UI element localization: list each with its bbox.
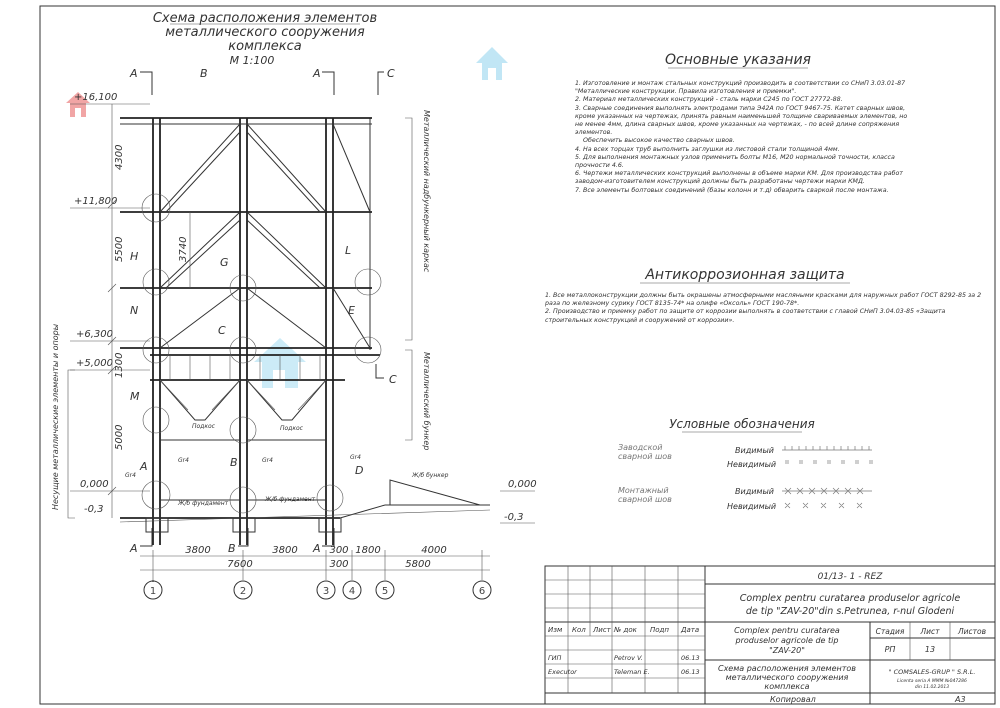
axis-number: 6 <box>478 586 486 597</box>
sheet-value: 13 <box>924 645 936 654</box>
title-block-staff <box>548 654 700 676</box>
note-label: Ж/б фундамент <box>265 496 316 503</box>
node-letter: D <box>355 464 364 477</box>
drawing-scale: М 1:100 <box>229 54 275 67</box>
main-note-item: 6. Чертежи металлических конструкций выполнены в объеме марки КМ. Для производства работ заводом-изготовителем конструкций должны быть разработаны чертежи марки КМД. <box>575 170 903 186</box>
elevation-label: 0,000 <box>80 479 109 490</box>
drawing-title <box>153 11 377 67</box>
legend-name: Заводской сварной шов <box>618 443 672 461</box>
legend-title: Условные обозначения <box>669 417 815 431</box>
drawing-title-line-3: комплекса <box>228 39 302 54</box>
col-header: № док <box>614 626 637 634</box>
drawing-notes <box>125 423 449 507</box>
section-mark: В <box>200 67 208 80</box>
structure-drawing <box>120 118 490 545</box>
elevation-label: -0,3 <box>84 504 104 515</box>
drawing-name-line-2: металлического сооружения <box>725 673 849 682</box>
legend-row-site-weld <box>618 486 872 516</box>
col-header: Изм <box>548 626 563 634</box>
elevation-label: -0,3 <box>504 512 524 523</box>
main-notes-title: Основные указания <box>665 52 811 68</box>
company-license-2: din 11.02.2013 <box>914 685 950 690</box>
sheets-header: Листов <box>957 627 987 636</box>
elevation-label: +16,100 <box>74 92 118 103</box>
legend-row-factory-weld <box>618 443 872 473</box>
drawing-name-line-1: Схема расположения элементов <box>717 664 857 673</box>
axis-number: 4 <box>348 586 356 597</box>
section-mark: А <box>313 67 321 80</box>
object-line-3: "ZAV-20" <box>769 646 805 655</box>
project-line-2: de tip "ZAV-20"din s.Petrunea, r-nul Glodeni <box>745 606 955 617</box>
section-mark: В <box>228 542 236 555</box>
node-letter: H <box>130 250 139 263</box>
main-note-item: 4. На всех торцах труб выполнить заглушки из листовой стали толщиной 4мм. <box>575 145 840 153</box>
staff-role: ГИП <box>548 654 562 662</box>
vertical-dim: 5000 <box>114 424 125 450</box>
side-labels <box>51 110 431 510</box>
staff-role: Executor <box>548 668 577 676</box>
document-code: 01/13- 1 - REZ <box>817 572 883 582</box>
legend-invisible-label: Невидимый <box>727 502 777 511</box>
staff-name: Petrov V. <box>614 654 643 662</box>
copied-by-label: Копировал <box>770 695 816 704</box>
note-label: Gr4 <box>350 454 361 461</box>
horizontal-dim: 3800 <box>185 545 211 556</box>
section-mark: С <box>389 373 397 386</box>
note-label: Ж/б бункер <box>412 472 449 479</box>
main-note-item: 2. Материал металлических конструкций - сталь марки С245 по ГОСТ 27772-88. <box>575 96 843 104</box>
main-notes-list <box>575 80 915 195</box>
drawing-title-line-1: Схема расположения элементов <box>152 11 378 26</box>
main-note-item: 1. Изготовление и монтаж стальных конструкций производить в соответствии со СНиП 3.03.01-87 "Металлические конструкции. Правила изготовления и приемки". <box>575 80 906 96</box>
col-header: Дата <box>681 626 700 634</box>
axis-number: 2 <box>239 586 247 597</box>
node-letter: G <box>220 256 229 269</box>
legend-name: Монтажный сварной шов <box>618 486 672 504</box>
title-block <box>545 566 995 704</box>
object-line-1: Complex pentru curatarea <box>734 626 840 635</box>
section-mark: А <box>130 542 138 555</box>
node-letter: B <box>230 456 238 469</box>
node-letter: L <box>345 244 352 257</box>
anticorrosion-item: 2. Производство и приемку работ по защите от коррозии выполнять в соответствии с главой СНиП 3.04.03-85 «Защита строительных конструкций и сооружений от коррозии». <box>545 308 946 324</box>
horizontal-dim: 5800 <box>405 559 431 570</box>
legend-visible-label: Видимый <box>735 487 774 496</box>
anticorrosion-list <box>545 292 985 325</box>
project-line-1: Complex pentru curatarea produselor agricole <box>739 593 961 604</box>
vertical-dim: 4300 <box>114 144 125 170</box>
node-letter: C <box>218 324 226 337</box>
horizontal-dim: 300 <box>329 559 349 570</box>
note-label: Подкос <box>280 425 303 432</box>
vertical-dim: 5500 <box>114 236 125 262</box>
elevation-marks <box>74 92 537 523</box>
legend-visible-label: Видимый <box>735 446 774 455</box>
note-label: Подкос <box>192 423 215 430</box>
section-marks <box>129 67 397 555</box>
staff-date: 06.13 <box>681 668 700 676</box>
side-label-hopper: Металлический бункер <box>422 352 431 451</box>
vertical-dim: 1300 <box>114 352 125 378</box>
axis-number: 5 <box>381 586 389 597</box>
node-letter: N <box>130 304 139 317</box>
node-letter: A <box>140 460 148 473</box>
company-license-1: Licenta seria А МММ №047286 <box>897 679 967 684</box>
home-blue-watermark-icon <box>476 47 508 80</box>
elevation-label: 0,000 <box>508 479 537 490</box>
section-mark: А <box>130 67 138 80</box>
note-label: Gr4 <box>178 457 189 464</box>
staff-name: Teleman E. <box>614 668 650 676</box>
vertical-dimensions <box>114 145 189 450</box>
stage-value: РП <box>884 645 896 654</box>
horizontal-dim: 4000 <box>421 545 447 556</box>
node-letter: M <box>130 390 140 403</box>
note-label: Ж/б фундамент <box>178 500 229 507</box>
elevation-label: +11,800 <box>74 196 118 207</box>
node-letter: E <box>348 304 355 317</box>
horizontal-dim: 7600 <box>227 559 253 570</box>
main-note-item: Обеспечить высокое качество сварных швов. <box>583 137 735 145</box>
sheet-format: А3 <box>955 695 966 704</box>
elevation-label: +5,000 <box>76 358 114 369</box>
horizontal-dim: 300 <box>329 545 349 556</box>
note-label: Gr4 <box>125 472 136 479</box>
elevation-label: +6,300 <box>76 329 114 340</box>
company-name: " COMSALES-GRUP " S.R.L. <box>888 668 976 676</box>
main-note-item: 7. Все элементы болтовых соединений (базы колонн и т.д) обварить сваркой после монтажа. <box>575 186 889 194</box>
main-note-item: 5. Для выполнения монтажных узлов применить болты М16, М20 нормальной точности, класса прочности 4.6. <box>575 153 895 170</box>
col-header: Подп <box>650 626 669 634</box>
section-mark: А <box>313 542 321 555</box>
anticorrosion-item: 1. Все металлоконструкции должны быть окрашены атмосферными масляными красками для наружных работ ГОСТ 8292-85 за 2 раза по железному сурику ГОСТ 8135-74* на олифе «Оксоль» ГОСТ 190-78*. <box>545 292 982 308</box>
side-label-frame: Металлический надбункерный каркас <box>422 110 431 273</box>
legend-invisible-label: Невидимый <box>727 460 777 469</box>
drawing-name-line-3: комплекса <box>764 682 810 691</box>
anticorrosion-title: Антикоррозионная защита <box>645 267 845 283</box>
horizontal-dim: 3800 <box>272 545 298 556</box>
section-mark: С <box>387 67 395 80</box>
axis-number: 3 <box>322 586 330 597</box>
drawing-title-line-2: металлического сооружения <box>165 25 365 40</box>
object-line-2: produselor agricole de tip <box>735 636 839 645</box>
side-label-supports: Несущие металлические элементы и опоры <box>51 323 60 510</box>
sheet-header: Лист <box>920 627 940 636</box>
stage-header: Стадия <box>875 627 905 636</box>
axis-number: 1 <box>149 586 157 597</box>
title-block-col-headers <box>548 626 699 634</box>
horizontal-dim: 1800 <box>355 545 381 556</box>
col-header: Кол <box>572 626 586 634</box>
staff-date: 06.13 <box>681 654 700 662</box>
note-label: Gr4 <box>262 457 273 464</box>
col-header: Лист <box>593 626 611 634</box>
main-note-item: 3. Сварные соединения выполнять электродами типа Э42А по ГОСТ 9467-75. Катет сварных швов, кроме указанных на чертежах, принять равным наименьшей толщине свариваемых элементов, но не менее 4мм, длина сварных швов, кроме указанных на чертежах, - по всей длине сопряжения элементов. <box>575 104 908 137</box>
vertical-dim: 3740 <box>178 236 189 262</box>
